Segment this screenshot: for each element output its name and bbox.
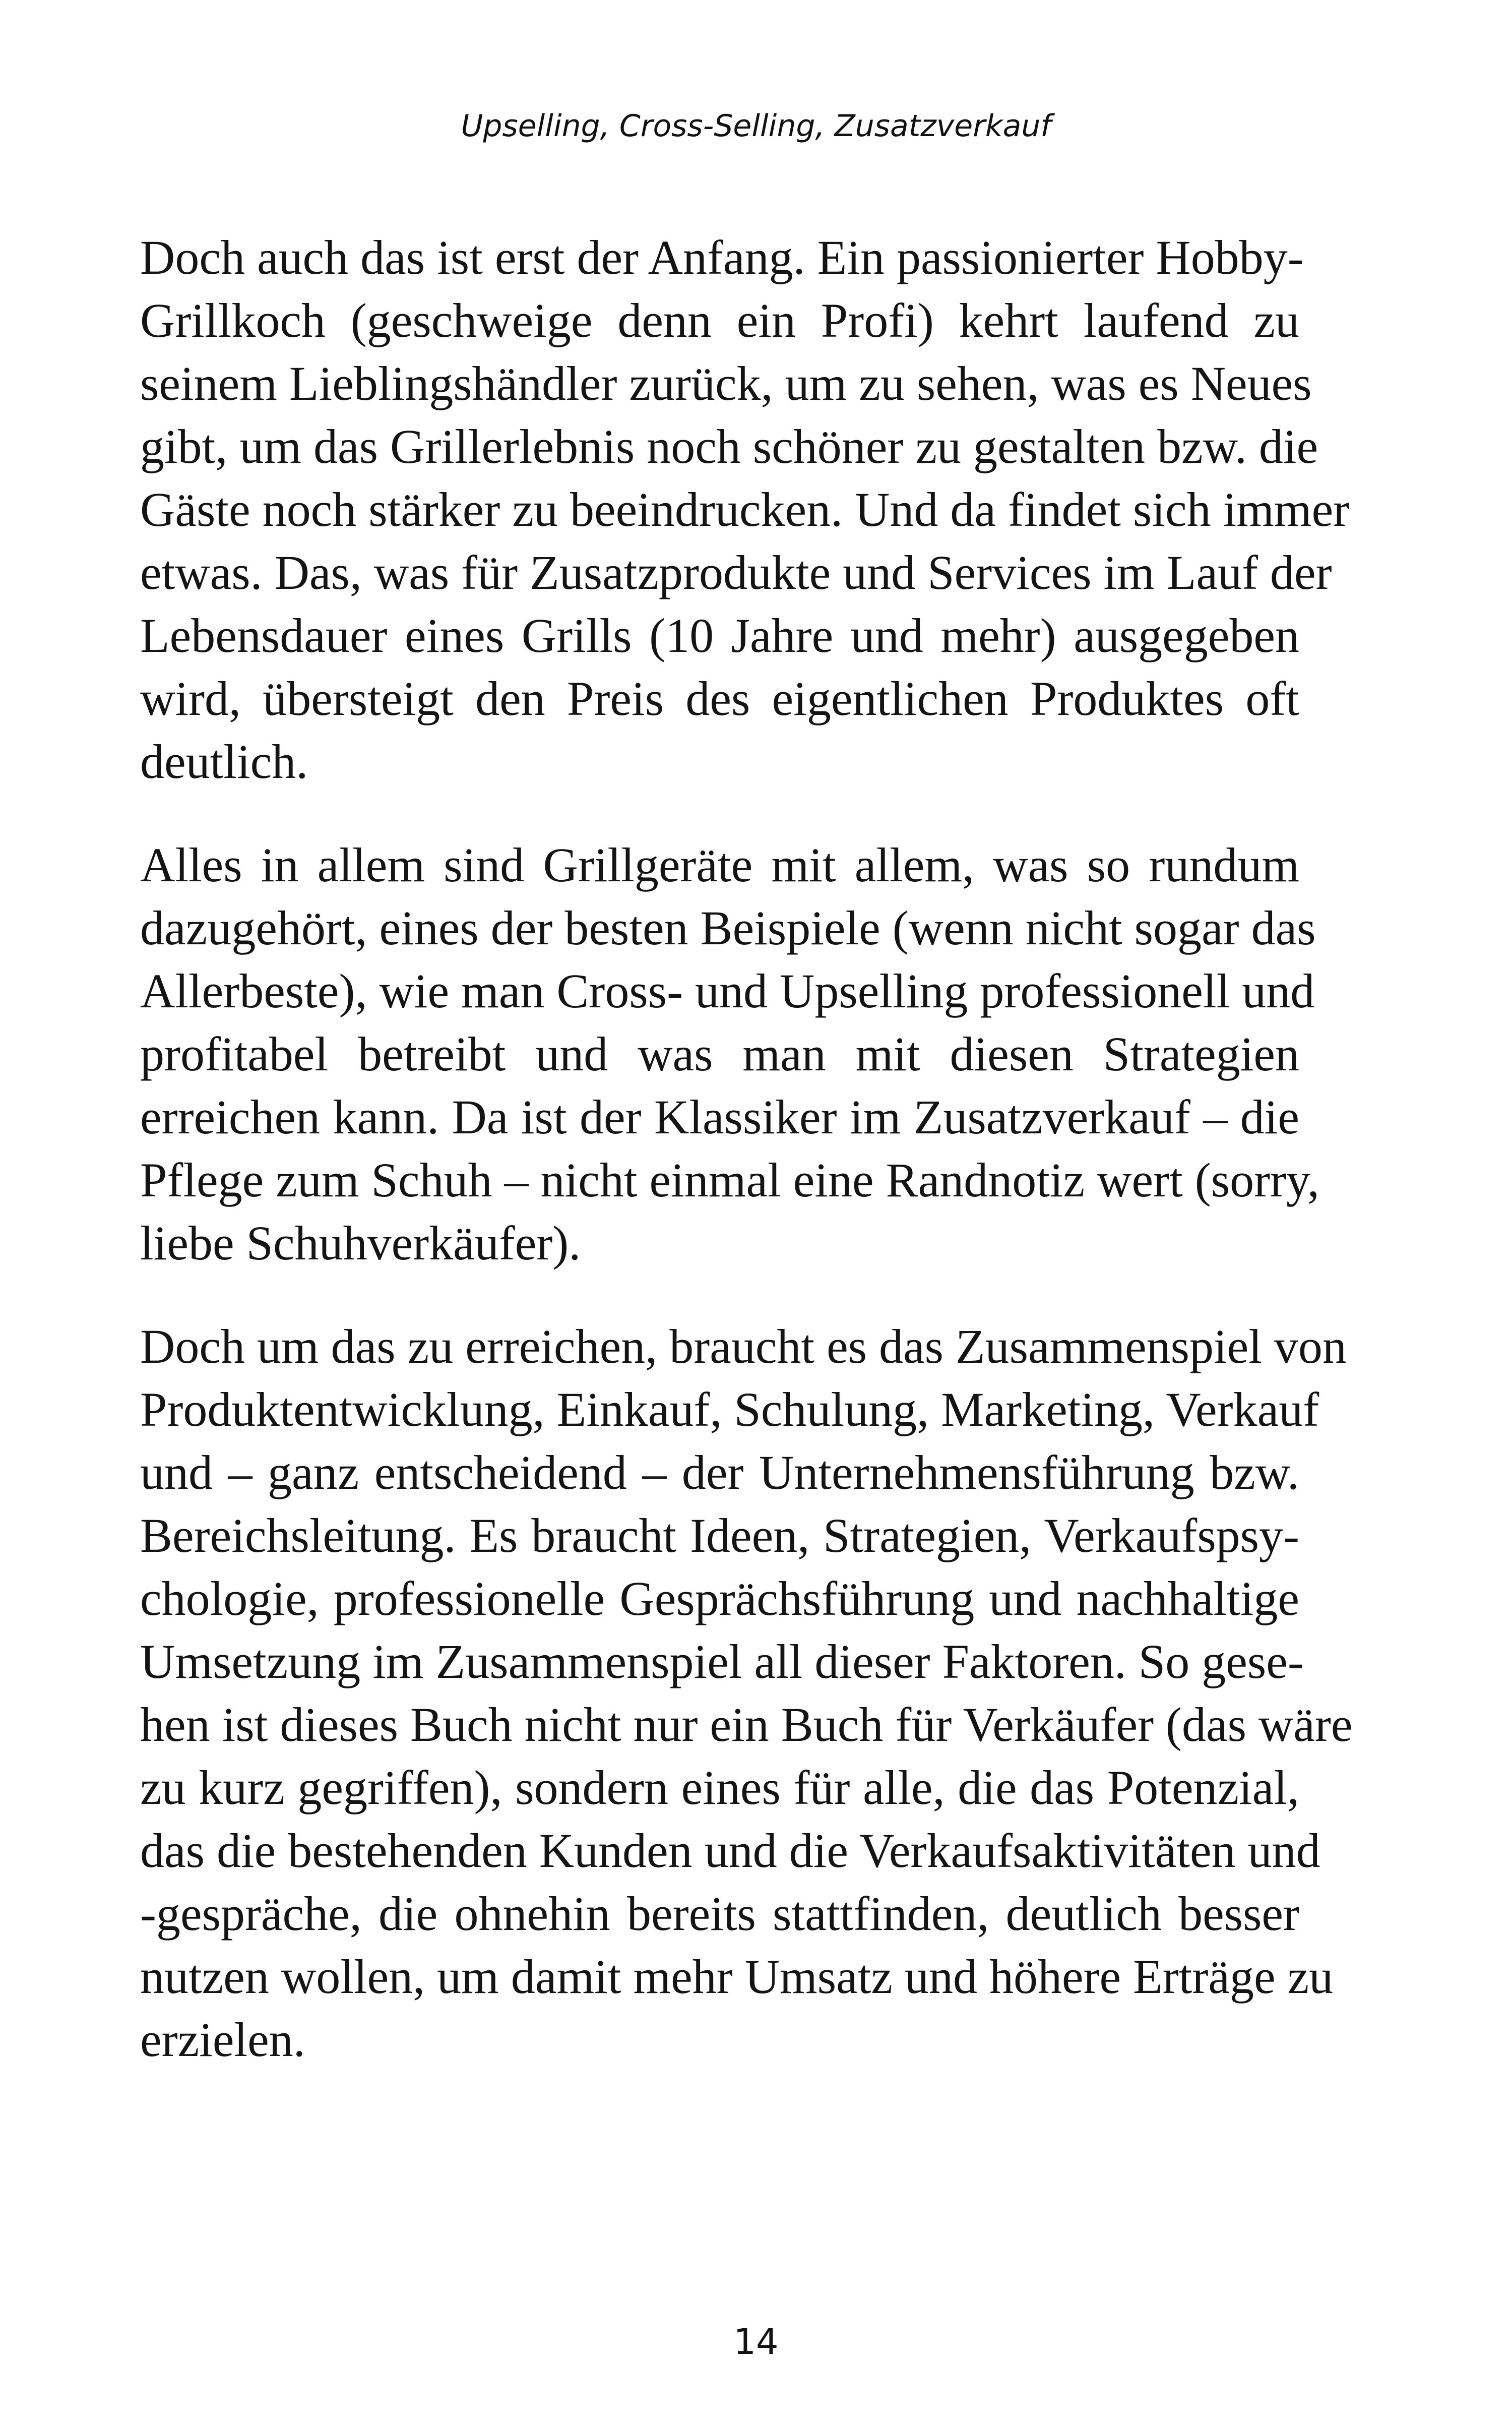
paragraph	[140, 226, 1350, 793]
text-line: Grillkoch (geschweige denn ein Profi) kehrt laufend zu	[140, 293, 1299, 347]
text-line: Produktentwicklung, Einkauf, Schulung, Marketing, Verkauf	[140, 1382, 1319, 1436]
text-line: Bereichsleitung. Es braucht Ideen, Strategien, Verkaufspsy-	[140, 1508, 1299, 1562]
text-line: Alles in allem sind Grillgeräte mit allem, was so rundum	[140, 838, 1299, 892]
text-line: profitabel betreibt und was man mit diesen Strategien	[140, 1027, 1299, 1081]
text-line: chologie, professionelle Gesprächsführung und nachhaltige	[140, 1571, 1299, 1625]
text-line: -gespräche, die ohnehin bereits stattfinden, deutlich besser	[140, 1887, 1299, 1941]
text-line: das die bestehenden Kunden und die Verkaufsaktivitäten und	[140, 1824, 1320, 1878]
text-line: Doch auch das ist erst der Anfang. Ein passionierter Hobby-	[140, 230, 1304, 284]
text-line: hen ist dieses Buch nicht nur ein Buch für Verkäufer (das wäre	[140, 1698, 1353, 1751]
text-line: Doch um das zu erreichen, braucht es das Zusammenspiel von	[140, 1319, 1347, 1373]
text-line: erzielen.	[140, 2013, 305, 2067]
paragraph	[140, 1315, 1353, 2071]
text-line: Umsetzung im Zusammenspiel all dieser Faktoren. So gese-	[140, 1635, 1304, 1688]
text-line: gibt, um das Grillerlebnis noch schöner zu gestalten bzw. die	[140, 419, 1318, 473]
text-line: dazugehört, eines der besten Beispiele (wenn nicht sogar das	[140, 901, 1316, 955]
text-line: Allerbeste), wie man Cross- und Upselling professionell und	[140, 964, 1315, 1018]
text-line: wird, übersteigt den Preis des eigentlichen Produktes oft	[140, 672, 1299, 725]
text-line: Gäste noch stärker zu beeindrucken. Und da findet sich immer	[140, 482, 1350, 536]
text-line: etwas. Das, was für Zusatzprodukte und Services im Lauf der	[140, 546, 1332, 599]
text-line: deutlich.	[140, 735, 308, 789]
page-number: 14	[733, 2321, 779, 2363]
text-line: und – ganz entscheidend – der Unternehmensführung bzw.	[140, 1445, 1299, 1499]
text-line: seinem Lieblingshändler zurück, um zu sehen, was es Neues	[140, 356, 1312, 410]
text-line: erreichen kann. Da ist der Klassiker im Zusatzverkauf – die	[140, 1090, 1299, 1144]
running-header: Upselling, Cross-Selling, Zusatzverkauf	[461, 108, 1051, 144]
text-line: liebe Schuhverkäufer).	[140, 1216, 581, 1270]
paragraph	[140, 833, 1319, 1275]
text-line: nutzen wollen, um damit mehr Umsatz und höhere Erträge zu	[140, 1950, 1334, 2004]
text-line: Pflege zum Schuh – nicht einmal eine Randnotiz wert (sorry,	[140, 1153, 1319, 1207]
text-line: zu kurz gegriffen), sondern eines für alle, die das Potenzial,	[140, 1761, 1299, 1814]
body-text	[140, 226, 1353, 2111]
text-line: Lebensdauer eines Grills (10 Jahre und mehr) ausgegeben	[140, 609, 1299, 662]
